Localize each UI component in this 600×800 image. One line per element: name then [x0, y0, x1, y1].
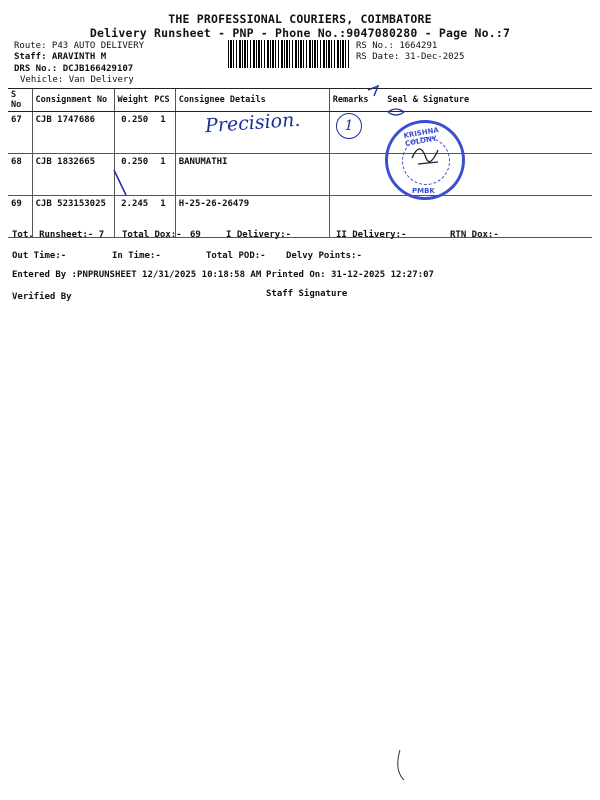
handwritten-circled-number: 1: [336, 113, 362, 139]
total-pod: Total POD:-: [206, 251, 266, 261]
rs-number: RS No.: 1664291: [356, 41, 438, 51]
cell-weight: 0.250: [114, 112, 151, 154]
col-pcs: PCS: [151, 89, 175, 112]
cell-consignment: CJB 1747686: [32, 112, 114, 154]
printed-on: Printed On: 31-12-2025 12:27:07: [266, 270, 434, 280]
cell-pcs: 1: [151, 154, 175, 196]
seal-stamp: [385, 120, 465, 200]
in-time: In Time:-: [112, 251, 161, 261]
cell-sno: 68: [8, 154, 32, 196]
runsheet-subtitle: Delivery Runsheet - PNP - Phone No.:9047080280 - Page No.:7: [89, 26, 511, 40]
entered-by: Entered By :PNPRUNSHEET 12/31/2025 10:18:58 AM: [12, 270, 262, 280]
total-dox-value: 69: [190, 230, 201, 240]
cell-consignment: CJB 523153025: [32, 196, 114, 238]
col-sno: S No: [8, 89, 32, 112]
col-remarks: Remarks: [329, 89, 384, 112]
tot-runsheet: Tot. Runsheet:- 7: [12, 230, 105, 240]
drs-number: DRS No.: DCJB166429107: [14, 64, 134, 74]
rs-date: RS Date: 31-Dec-2025: [356, 52, 465, 62]
staff-signature: Staff Signature: [266, 289, 348, 299]
route-label: Route: P43 AUTO DELIVERY: [14, 41, 145, 51]
col-weight: Weight: [114, 89, 151, 112]
cell-consignment: CJB 1832665: [32, 154, 114, 196]
company-title: THE PROFESSIONAL COURIERS, COIMBATORE: [168, 12, 432, 26]
cell-consignee: BANUMATHI: [175, 154, 329, 196]
cell-pcs: 1: [151, 196, 175, 238]
cell-weight: 2.245: [114, 196, 151, 238]
verified-by: Verified By: [12, 292, 72, 302]
stamp-text-bottom: PMBK: [412, 187, 435, 195]
cell-pcs: 1: [151, 112, 175, 154]
staff-label: Staff: ARAVINTH M: [14, 52, 107, 62]
handwritten-note: Precision.: [204, 108, 302, 138]
cell-weight: 0.250: [114, 154, 151, 196]
total-dox-label: Total Dox:-: [122, 230, 182, 240]
stamp-text-top: KRISHNA COLONY: [403, 125, 440, 148]
cell-sno: 67: [8, 112, 32, 154]
ii-delivery: II Delivery:-: [336, 230, 407, 240]
cell-sno: 69: [8, 196, 32, 238]
col-seal-signature: Seal & Signature: [384, 89, 592, 112]
col-consignee: Consignee Details: [175, 89, 329, 112]
rtn-dox: RTN Dox:-: [450, 230, 499, 240]
out-time: Out Time:-: [12, 251, 67, 261]
vehicle-label: Vehicle: Van Delivery: [20, 75, 134, 85]
col-consignment: Consignment No: [32, 89, 114, 112]
delvy-points: Delvy Points:-: [286, 251, 362, 261]
i-delivery: I Delivery:-: [226, 230, 292, 240]
cell-consignee: H-25-26-26479: [175, 196, 329, 238]
